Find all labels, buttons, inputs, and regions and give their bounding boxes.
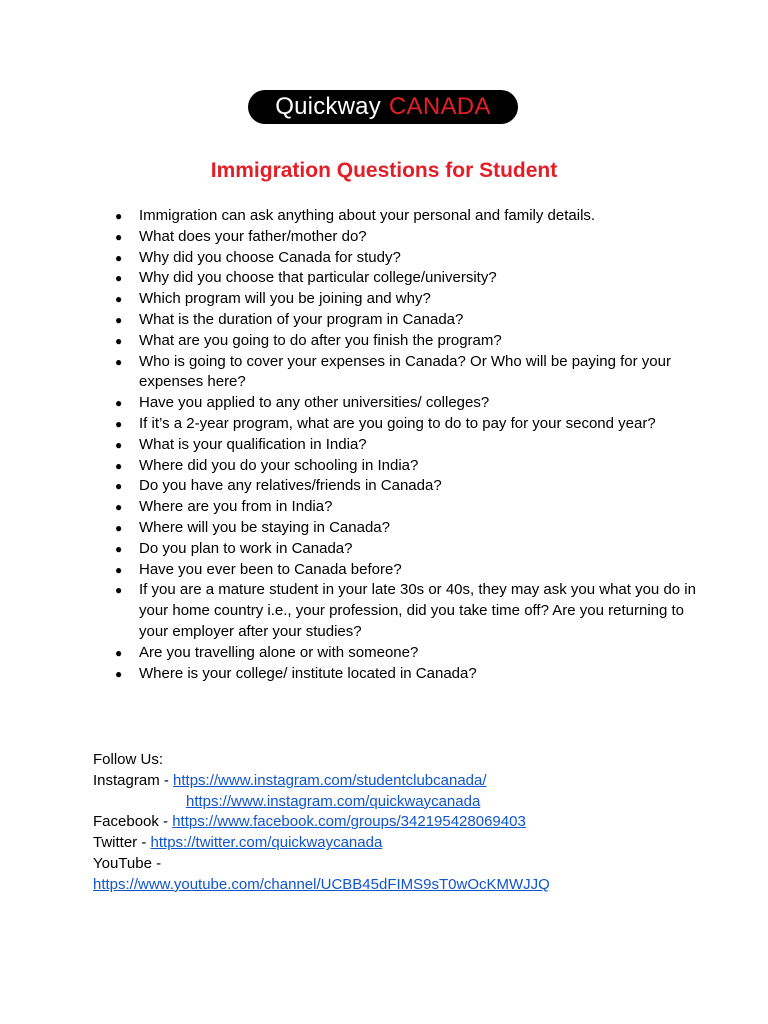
follow-us-section [93, 750, 733, 896]
question-text: Do you plan to work in Canada? [139, 539, 353, 557]
bullet-icon: ● [115, 250, 123, 265]
bullet-icon: ● [115, 437, 123, 452]
question-list [115, 206, 699, 684]
question-text: Have you ever been to Canada before? [139, 560, 402, 578]
question-text: Immigration can ask anything about your personal and family details. [139, 207, 596, 224]
twitter-label: Twitter - [93, 834, 151, 852]
bullet-icon: ● [115, 271, 123, 286]
question-text: If you are a mature student in your late 30s or 40s, they may ask you what you do in your home country i.e., your profession, did you take time off? Are you returning to your employer after your studies? [139, 581, 696, 640]
question-text: Where is your college/ institute located in Canada? [139, 664, 477, 682]
page-title: Immigration Questions for Student [210, 159, 558, 182]
question-item [115, 331, 699, 352]
bullet-icon: ● [115, 583, 123, 598]
twitter-link[interactable]: https://twitter.com/quickwaycanada [150, 834, 383, 852]
question-item [115, 352, 699, 394]
bullet-icon: ● [115, 292, 123, 307]
question-text: Why did you choose that particular college/university? [139, 269, 497, 287]
quickway-canada-logo [248, 90, 518, 124]
question-item [115, 518, 699, 539]
bullet-icon: ● [115, 541, 123, 556]
bullet-icon: ● [115, 500, 123, 515]
question-text: Do you have any relatives/friends in Canada? [139, 477, 442, 495]
question-text: Why did you choose Canada for study? [139, 248, 401, 266]
question-item [115, 539, 699, 560]
question-item [115, 580, 699, 642]
youtube-line [93, 875, 733, 896]
question-item [115, 560, 699, 581]
question-text: Which program will you be joining and why? [139, 290, 431, 308]
youtube-link[interactable]: https://www.youtube.com/channel/UCBB45dFIMS9sT0wOcKMWJJQ [93, 875, 550, 893]
bullet-icon: ● [115, 562, 123, 577]
question-item [115, 393, 699, 414]
question-item [115, 310, 699, 331]
question-text: Have you applied to any other universities/ colleges? [139, 394, 490, 412]
question-item [115, 414, 699, 435]
instagram-line [93, 771, 733, 792]
question-item [115, 643, 699, 664]
bullet-icon: ● [115, 312, 123, 327]
bullet-icon: ● [115, 396, 123, 411]
question-text: Where will you be staying in Canada? [139, 518, 390, 536]
youtube-label: YouTube - [93, 854, 162, 872]
question-text: Where did you do your schooling in India? [139, 456, 419, 474]
instagram-label: Instagram - [93, 771, 174, 789]
question-item [115, 664, 699, 685]
question-item [115, 227, 699, 248]
instagram-link-studentclub[interactable]: https://www.instagram.com/studentclubcanada/ [173, 771, 487, 789]
question-item [115, 248, 699, 269]
bullet-icon: ● [115, 666, 123, 681]
facebook-line [93, 812, 733, 833]
question-item [115, 289, 699, 310]
logo-country-text: CANADA [388, 93, 491, 120]
bullet-icon: ● [115, 479, 123, 494]
question-item [115, 476, 699, 497]
bullet-icon: ● [115, 645, 123, 660]
question-text: Who is going to cover your expenses in Canada? Or Who will be paying for your expenses here? [139, 352, 671, 391]
question-text: What does your father/mother do? [139, 227, 367, 245]
bullet-icon: ● [115, 333, 123, 348]
question-text: What is your qualification in India? [139, 435, 367, 453]
follow-us-heading: Follow Us: [93, 751, 164, 768]
instagram-link-quickway[interactable]: https://www.instagram.com/quickwaycanada [186, 792, 481, 810]
question-text: If it’s a 2-year program, what are you going to do to pay for your second year? [139, 414, 656, 432]
bullet-icon: ● [115, 520, 123, 535]
bullet-icon: ● [115, 458, 123, 473]
bullet-icon: ● [115, 229, 123, 244]
question-item [115, 268, 699, 289]
instagram-line-2 [93, 792, 733, 813]
facebook-label: Facebook - [93, 813, 173, 831]
bullet-icon: ● [115, 416, 123, 431]
logo-brand-text: Quickway [275, 93, 381, 120]
bullet-icon: ● [115, 209, 123, 223]
question-item [115, 435, 699, 456]
bullet-icon: ● [115, 354, 123, 369]
question-item [115, 206, 699, 227]
question-item [115, 456, 699, 477]
question-text: Where are you from in India? [139, 498, 333, 516]
question-item [115, 497, 699, 518]
question-text: What are you going to do after you finish the program? [139, 331, 502, 349]
question-text: What is the duration of your program in Canada? [139, 310, 464, 328]
question-text: Are you travelling alone or with someone? [139, 643, 419, 661]
twitter-line [93, 833, 733, 854]
facebook-link[interactable]: https://www.facebook.com/groups/342195428069403 [172, 813, 526, 831]
